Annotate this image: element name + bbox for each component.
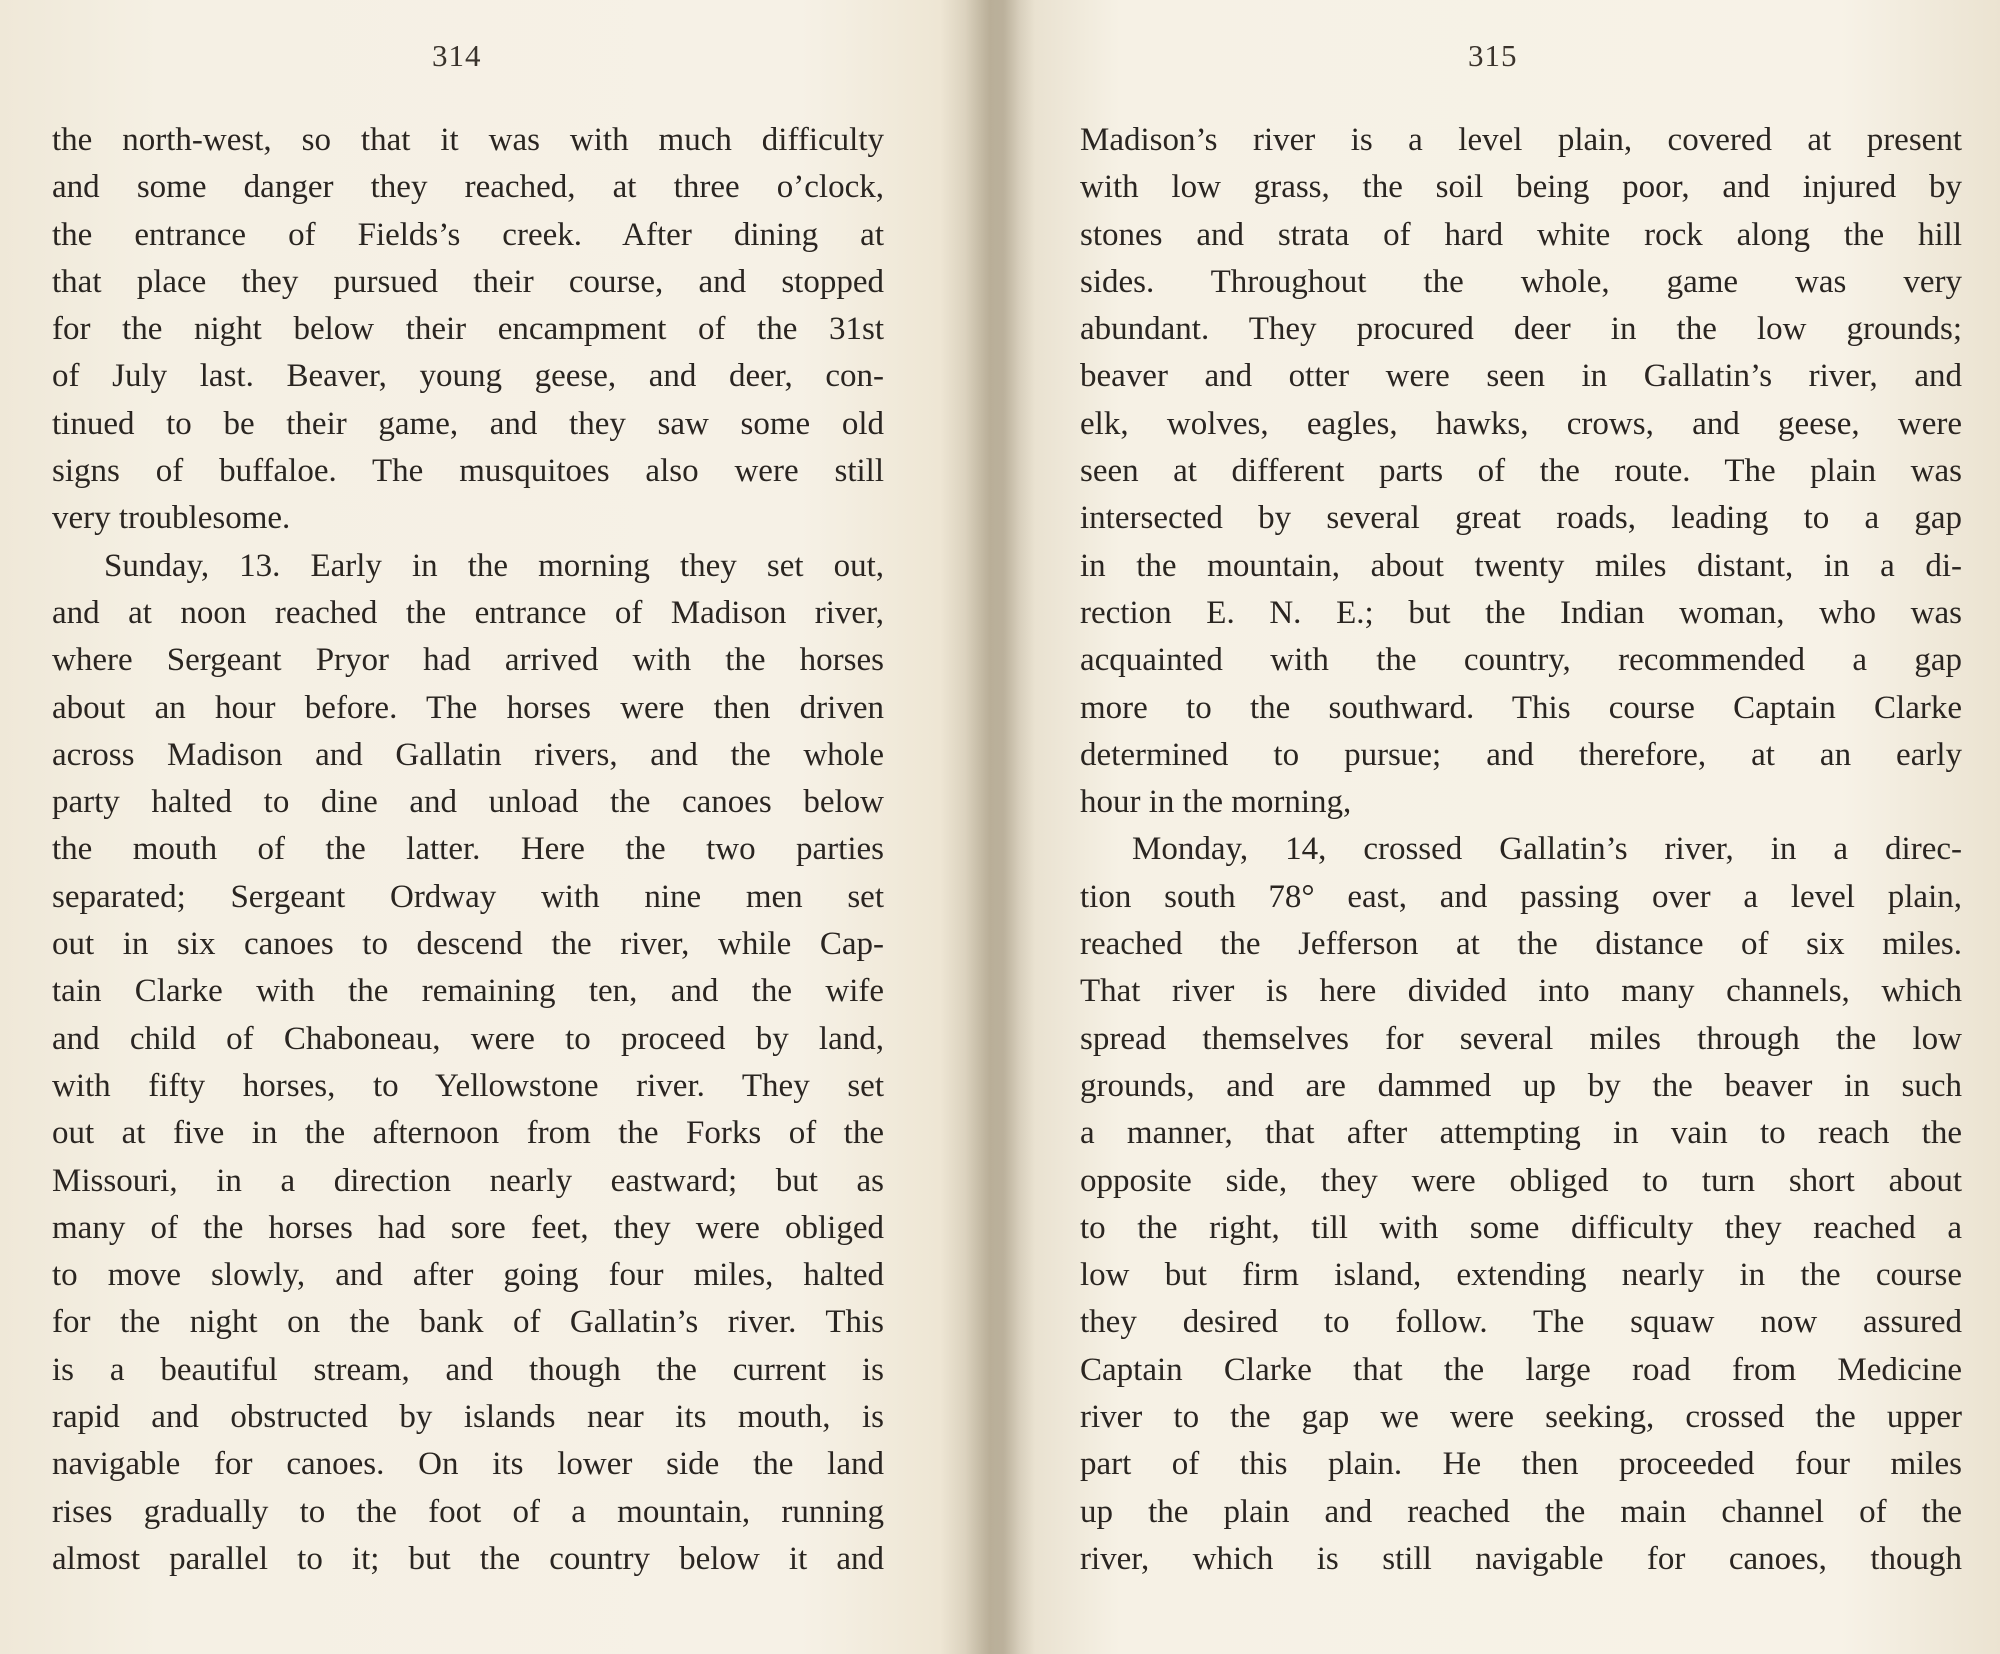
- text-line: almost parallel to it; but the country below it and: [52, 1540, 884, 1577]
- text-line: spread themselves for several miles through the low: [1080, 1020, 1962, 1057]
- text-line: where Sergeant Pryor had arrived with the horses: [52, 642, 884, 679]
- text-line: river, which is still navigable for canoes, though: [1080, 1540, 1962, 1577]
- text-line: reached the Jefferson at the distance of six miles.: [1080, 926, 1962, 963]
- text-line: out in six canoes to descend the river, while Cap-: [52, 926, 884, 963]
- text-line: many of the horses had sore feet, they were obliged: [52, 1209, 884, 1246]
- left-page: [0, 0, 960, 1654]
- text-line: part of this plain. He then proceeded four miles: [1080, 1446, 1962, 1483]
- text-line: tain Clarke with the remaining ten, and the wife: [52, 973, 884, 1010]
- text-line: river to the gap we were seeking, crossed the upper: [1080, 1399, 1962, 1436]
- text-line: Sunday, 13. Early in the morning they set out,: [104, 547, 884, 584]
- text-line: tion south 78° east, and passing over a level plain,: [1080, 878, 1962, 915]
- text-line: in the mountain, about twenty miles distant, in a di-: [1080, 547, 1962, 584]
- text-line: Missouri, in a direction nearly eastward; but as: [52, 1162, 884, 1199]
- text-line: elk, wolves, eagles, hawks, crows, and geese, were: [1080, 405, 1962, 442]
- text-line: separated; Sergeant Ordway with nine men set: [52, 878, 884, 915]
- text-line: of July last. Beaver, young geese, and deer, con-: [52, 358, 884, 395]
- text-line: is a beautiful stream, and though the current is: [52, 1351, 884, 1388]
- text-line: intersected by several great roads, leading to a gap: [1080, 500, 1962, 537]
- text-line: grounds, and are dammed up by the beaver in such: [1080, 1067, 1962, 1104]
- page-number-left: 314: [432, 38, 482, 73]
- text-line: low but firm island, extending nearly in the course: [1080, 1257, 1962, 1294]
- text-line: and some danger they reached, at three o’clock,: [52, 169, 884, 206]
- text-line: party halted to dine and unload the canoes below: [52, 784, 884, 821]
- text-line: and child of Chaboneau, were to proceed by land,: [52, 1020, 884, 1057]
- text-line: Captain Clarke that the large road from Medicine: [1080, 1351, 1962, 1388]
- text-line: acquainted with the country, recommended a gap: [1080, 642, 1962, 679]
- text-line: the mouth of the latter. Here the two parties: [52, 831, 884, 868]
- text-line: a manner, that after attempting in vain to reach the: [1080, 1115, 1962, 1152]
- text-line: the north-west, so that it was with much difficulty: [52, 122, 884, 158]
- text-line: about an hour before. The horses were then driven: [52, 689, 884, 726]
- text-line: out at five in the afternoon from the Forks of the: [52, 1115, 884, 1152]
- text-line: hour in the morning,: [1080, 784, 1352, 821]
- text-line: That river is here divided into many channels, which: [1080, 973, 1962, 1010]
- text-line: opposite side, they were obliged to turn short about: [1080, 1162, 1962, 1199]
- text-line: Madison’s river is a level plain, covered at present: [1080, 122, 1962, 158]
- text-line: beaver and otter were seen in Gallatin’s river, and: [1080, 358, 1962, 395]
- text-line: rapid and obstructed by islands near its mouth, is: [52, 1399, 884, 1436]
- page-number-right: 315: [1468, 38, 1518, 73]
- text-line: navigable for canoes. On its lower side the land: [52, 1446, 884, 1483]
- text-line: seen at different parts of the route. The plain was: [1080, 453, 1962, 490]
- text-line: and at noon reached the entrance of Madison river,: [52, 594, 884, 631]
- text-line: with low grass, the soil being poor, and injured by: [1080, 169, 1962, 206]
- text-line: for the night below their encampment of the 31st: [52, 311, 884, 348]
- text-line: up the plain and reached the main channel of the: [1080, 1493, 1962, 1530]
- text-line: tinued to be their game, and they saw some old: [52, 405, 884, 442]
- text-line: that place they pursued their course, and stopped: [52, 263, 884, 300]
- text-line: the entrance of Fields’s creek. After dining at: [52, 216, 884, 253]
- text-line: more to the southward. This course Captain Clarke: [1080, 689, 1962, 726]
- text-line: Monday, 14, crossed Gallatin’s river, in a direc-: [1132, 831, 1962, 868]
- text-line: signs of buffaloe. The musquitoes also were still: [52, 453, 884, 490]
- text-line: rises gradually to the foot of a mountain, running: [52, 1493, 884, 1530]
- right-page-text: [1080, 117, 1962, 1583]
- text-line: very troublesome.: [52, 500, 291, 537]
- book-gutter: [965, 0, 1035, 1654]
- text-line: abundant. They procured deer in the low grounds;: [1080, 311, 1962, 348]
- text-line: rection E. N. E.; but the Indian woman, who was: [1080, 594, 1962, 631]
- text-line: across Madison and Gallatin rivers, and the whole: [52, 736, 884, 773]
- text-line: they desired to follow. The squaw now assured: [1080, 1304, 1962, 1341]
- text-line: to the right, till with some difficulty they reached a: [1080, 1209, 1962, 1246]
- text-line: determined to pursue; and therefore, at an early: [1080, 736, 1962, 773]
- text-line: to move slowly, and after going four miles, halted: [52, 1257, 884, 1294]
- left-page-text: [52, 117, 884, 1583]
- text-line: for the night on the bank of Gallatin’s river. This: [52, 1304, 884, 1341]
- text-line: with fifty horses, to Yellowstone river. They set: [52, 1067, 884, 1104]
- text-line: stones and strata of hard white rock along the hill: [1080, 216, 1962, 253]
- right-page: [1040, 0, 2000, 1654]
- text-line: sides. Throughout the whole, game was very: [1080, 263, 1962, 300]
